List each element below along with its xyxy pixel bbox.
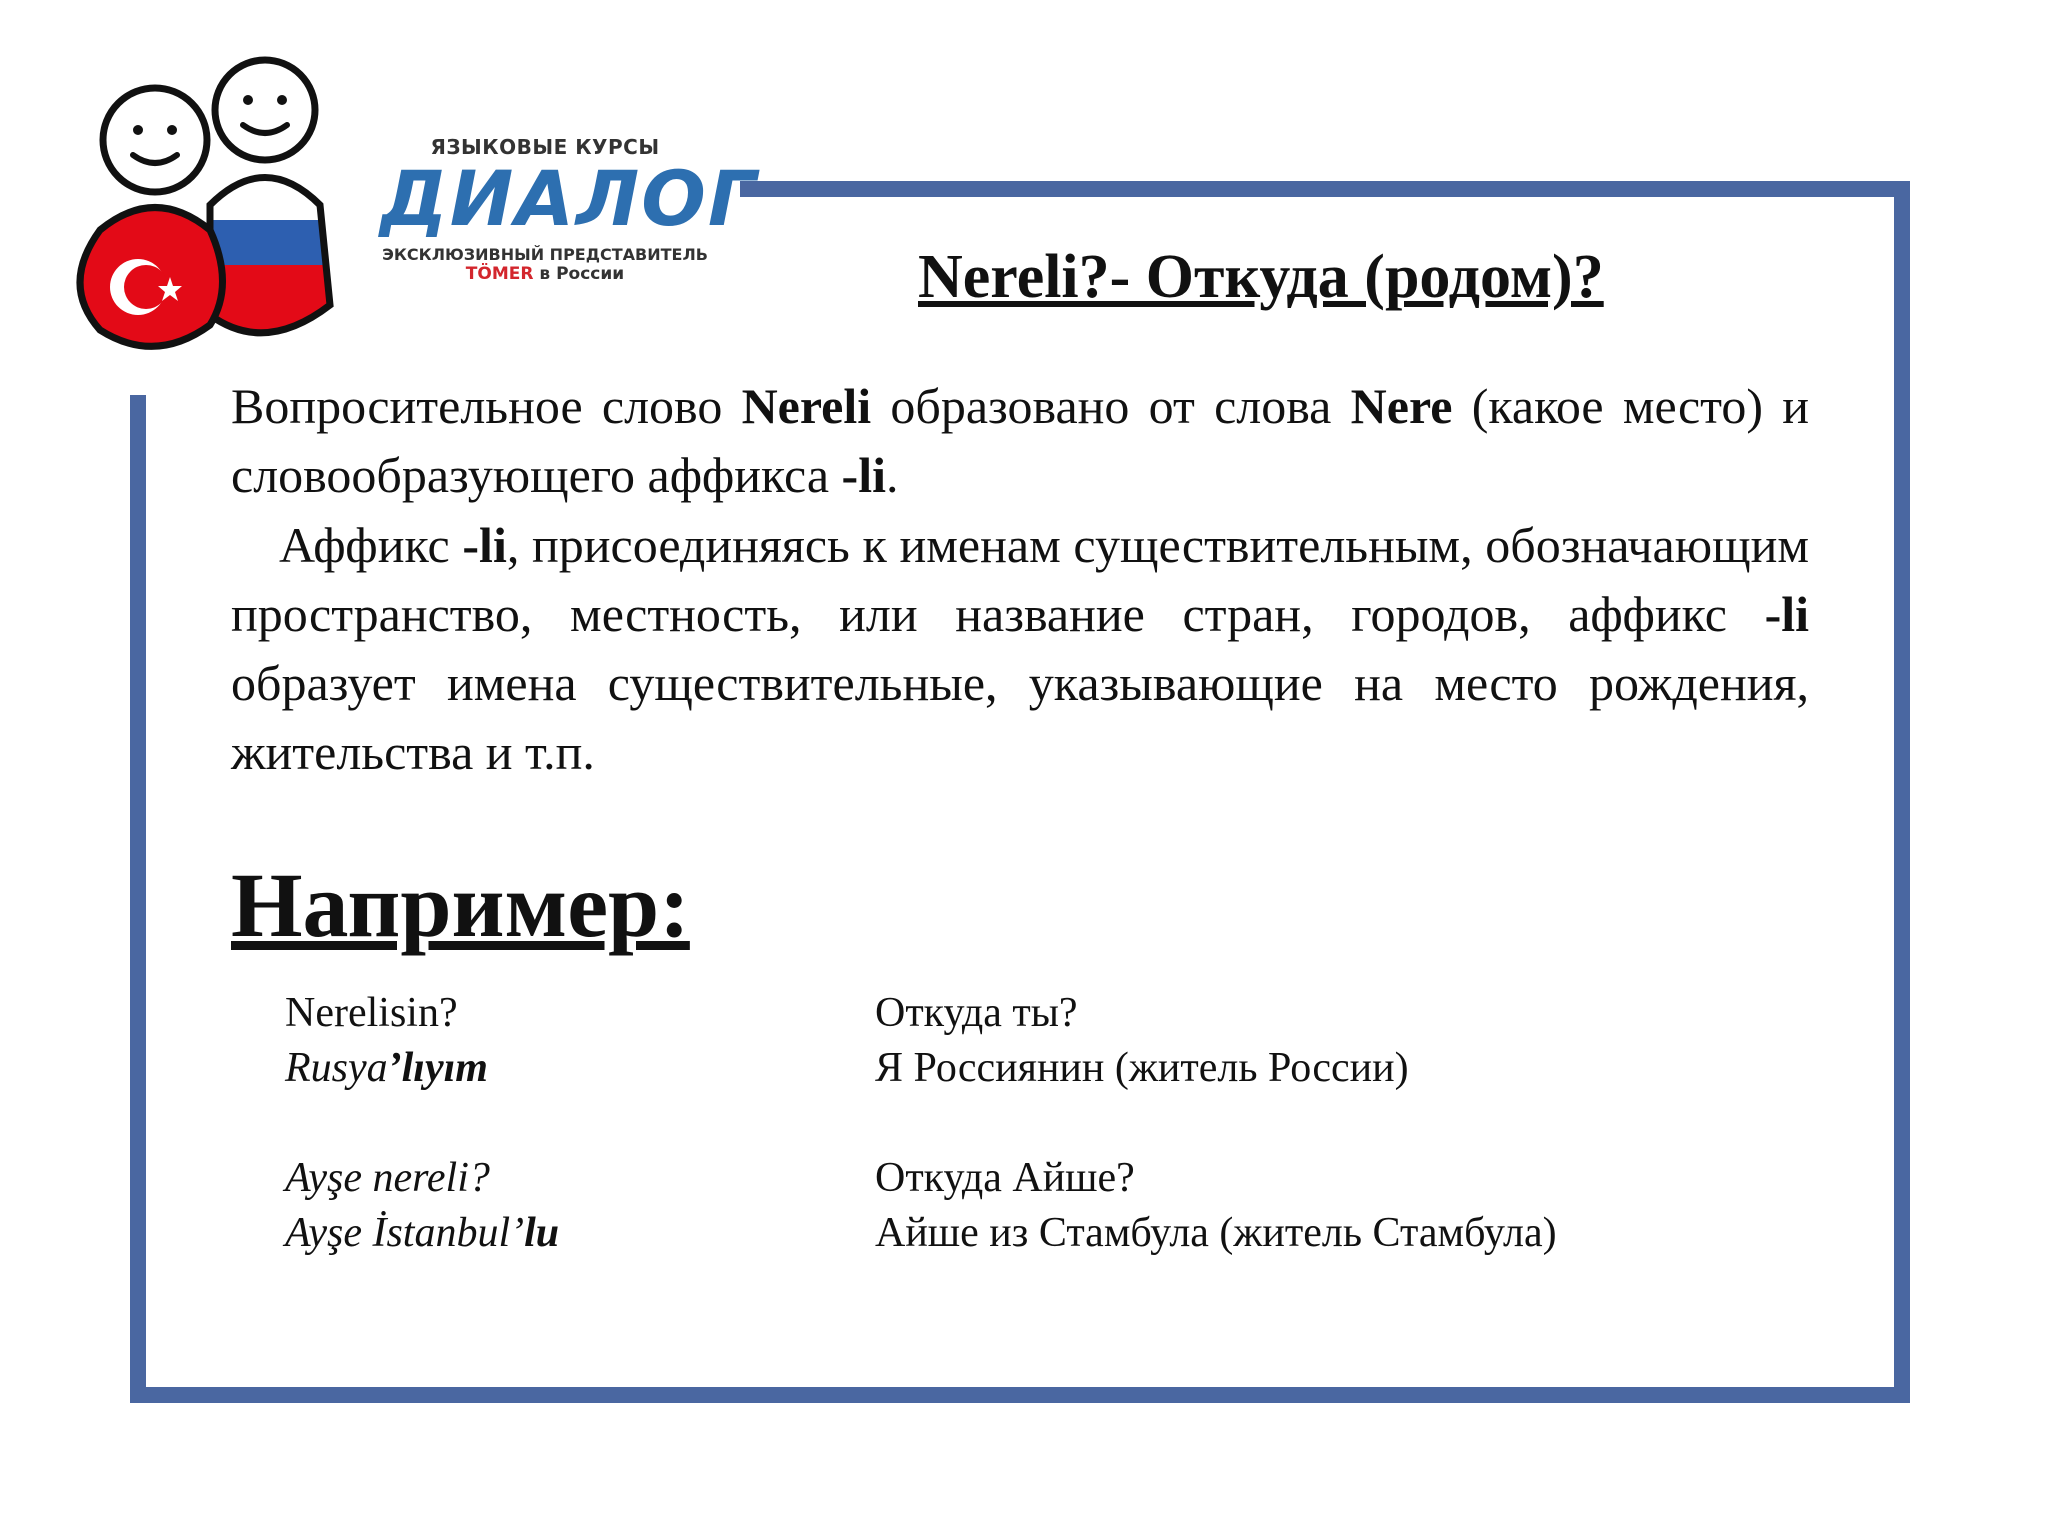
smiley-russia-flag-icon [200, 60, 340, 355]
p2-bold-1: -li [462, 517, 507, 573]
example-4-italic: Ayşe İstanbul’ [285, 1210, 525, 1256]
p2-text-1: Аффикс [279, 517, 463, 573]
p1-bold-2: Nere [1350, 378, 1453, 434]
p1-text-2: образовано от слова [871, 378, 1351, 434]
example-2-russian: Я Россиянин (житель России) [875, 1045, 1409, 1091]
example-4-bold: lu [524, 1210, 560, 1256]
example-4-russian: Айше из Стамбула (житель Стамбула) [875, 1210, 1557, 1256]
example-3-russian: Откуда Айше? [875, 1155, 1135, 1201]
brand-tomer: TÖMER [465, 264, 534, 284]
p1-text-3: (какое место) и словообразующего аффикса [231, 378, 1809, 503]
p2-bold-2: -li [1764, 586, 1809, 642]
p1-bold-1: Nereli [741, 378, 872, 434]
page-title: Nereli?- Откуда (родом)? [918, 243, 1604, 311]
brand-sub2-rest: в России [533, 264, 625, 284]
p1-text-1: Вопросительное слово [231, 378, 742, 434]
p2-text-3: образует имена существительные, указывающие на место рождения, жительства и т.п. [231, 655, 1809, 780]
p1-bold-3: -li [841, 447, 886, 503]
example-4-turkish [285, 1205, 559, 1261]
brand-subtitle-2 [380, 264, 710, 284]
example-1-russian: Откуда ты? [875, 990, 1078, 1036]
logo-smileys [60, 55, 360, 365]
paragraph-2 [231, 511, 1809, 787]
example-heading: Например: [231, 854, 690, 956]
brand-subtitle: ЭКСКЛЮЗИВНЫЙ ПРЕДСТАВИТЕЛЬ [382, 245, 708, 264]
smiley-turkey-flag-icon [80, 88, 223, 346]
brand-logo [380, 135, 759, 315]
example-2-bold: ’lıyım [387, 1045, 488, 1091]
p1-text-4: . [885, 447, 899, 503]
brand-top-text: ЯЗЫКОВЫЕ КУРСЫ [430, 135, 660, 159]
example-2-turkish [285, 1040, 488, 1096]
paragraph-1 [231, 372, 1809, 510]
example-3-turkish: Ayşe nereli? [285, 1155, 490, 1201]
brand-name: ДИАЛОГ [380, 154, 759, 243]
example-1-turkish: Nerelisin? [285, 990, 458, 1036]
example-2-italic: Rusya [285, 1045, 388, 1091]
p2-text-2: , присоединяясь к именам существительным, обозначающим пространство, местность, или название стран, городов, аффикс [231, 517, 1810, 642]
